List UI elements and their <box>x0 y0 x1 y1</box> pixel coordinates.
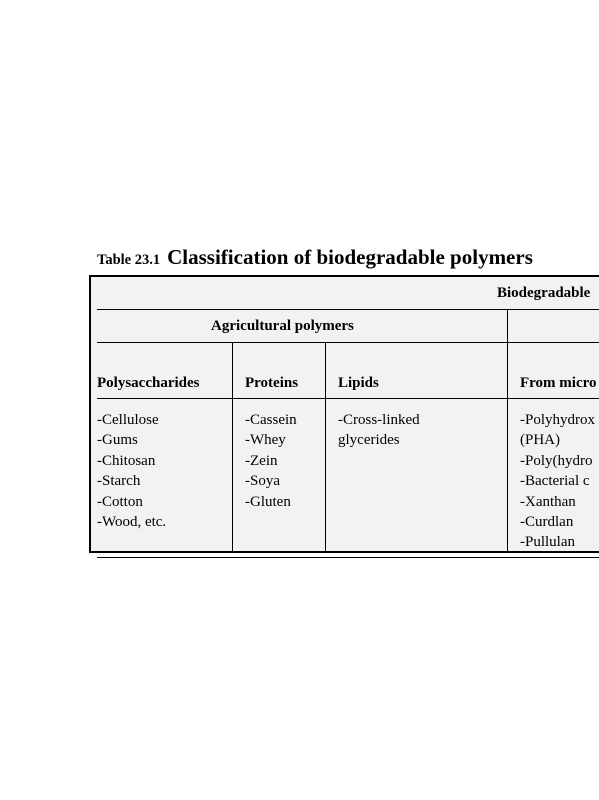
group-header-agricultural: Agricultural polymers <box>211 318 354 334</box>
column-header-polysaccharides: Polysaccharides <box>97 375 200 391</box>
proteins-list <box>245 410 297 512</box>
column-header-microbial: From micro <box>520 375 597 391</box>
list-item: -Cross-linked <box>338 412 420 428</box>
list-item: -Xanthan <box>520 493 576 510</box>
microbial-list <box>520 410 595 553</box>
list-item: -Wood, etc. <box>97 514 167 531</box>
list-item: -Pullulan <box>520 534 575 551</box>
list-item: -Bacterial c <box>520 473 590 490</box>
list-item: glycerides <box>338 432 400 449</box>
lipids-list <box>338 410 420 451</box>
list-item: -Starch <box>97 473 141 490</box>
top-header: Biodegradable <box>497 285 591 301</box>
column-header-lipids: Lipids <box>338 375 379 391</box>
list-item: -Cellulose <box>97 412 159 428</box>
header-divider <box>97 309 599 310</box>
list-item: -Whey <box>245 432 286 449</box>
list-item: -Poly(hydro <box>520 452 593 469</box>
list-item: -Gums <box>97 432 138 449</box>
list-item: -Chitosan <box>97 452 156 469</box>
list-item: -Soya <box>245 473 280 490</box>
polysaccharides-list <box>97 410 166 532</box>
table-caption <box>97 245 533 270</box>
table-bottom-rule <box>97 557 599 558</box>
column-header-divider <box>97 398 599 399</box>
table-title: Classification of biodegradable polymers <box>167 245 533 269</box>
list-item: -Zein <box>245 452 278 469</box>
group-column-divider <box>507 309 508 553</box>
column-header-proteins: Proteins <box>245 375 299 391</box>
column-divider-lipids <box>325 342 326 553</box>
list-item: -Gluten <box>245 493 291 510</box>
group-divider <box>97 342 599 343</box>
list-item: -Polyhydrox <box>520 412 595 428</box>
list-item: (PHA) <box>520 432 560 449</box>
table-label: Table 23.1 <box>97 252 161 268</box>
column-divider-proteins <box>232 342 233 553</box>
list-item: -Cotton <box>97 493 143 510</box>
list-item: -Curdlan <box>520 514 574 531</box>
list-item: -Cassein <box>245 412 297 428</box>
